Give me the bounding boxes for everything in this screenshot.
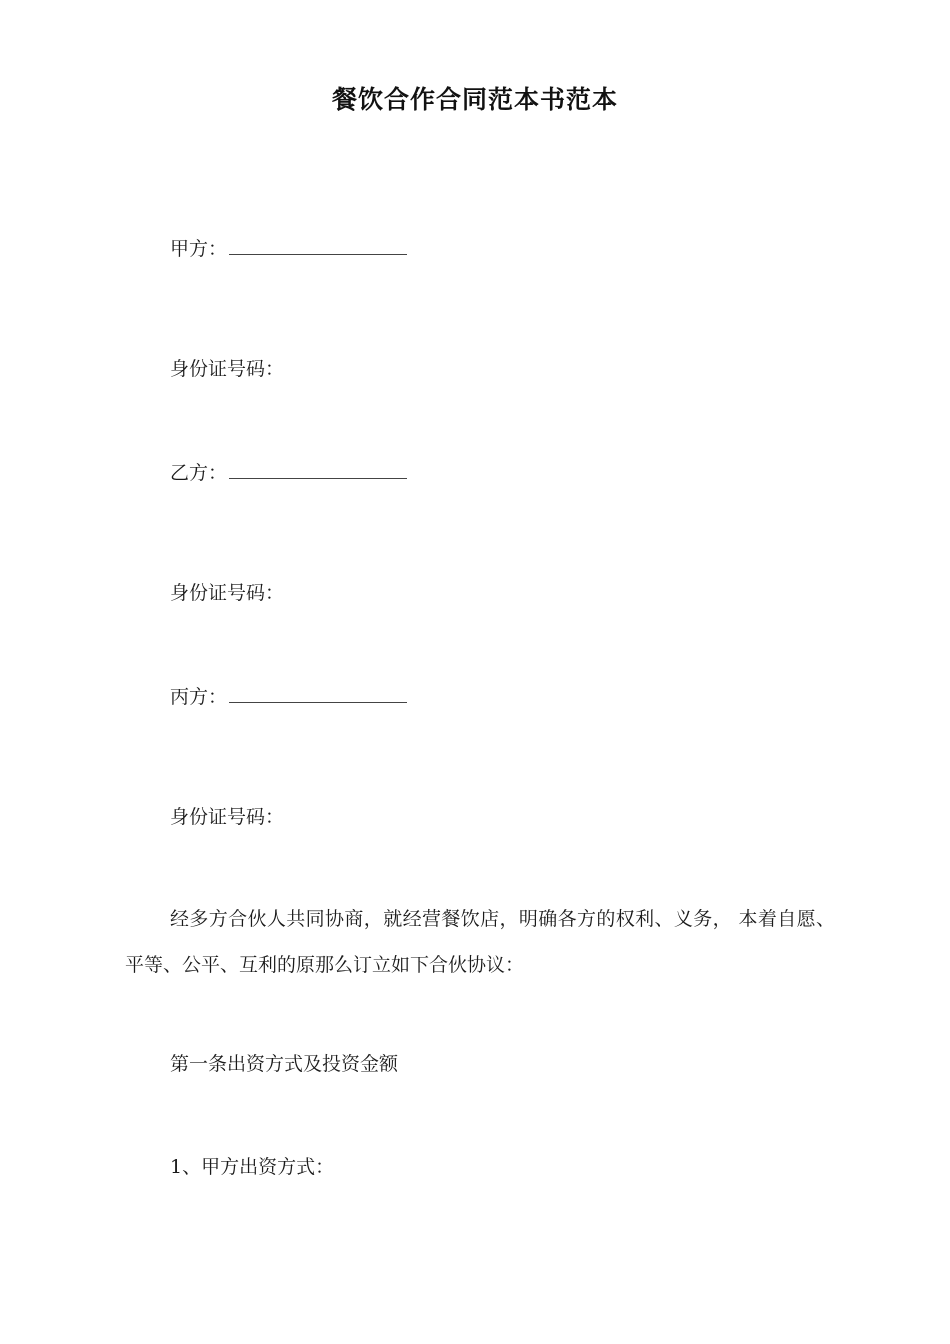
party-c-blank — [229, 684, 407, 703]
party-b-id-label: 身份证号码： — [170, 582, 285, 604]
party-b-line — [170, 460, 407, 485]
party-a-blank — [229, 236, 407, 255]
party-b-label: 乙方： — [170, 462, 228, 484]
party-c-label: 丙方： — [170, 686, 228, 708]
party-c-line — [170, 684, 407, 709]
article-1-item-1: 1、甲方出资方式： — [170, 1156, 335, 1178]
party-a-id-label: 身份证号码： — [170, 358, 285, 380]
party-b-blank — [229, 460, 407, 479]
party-a-line — [170, 236, 407, 261]
article-1-heading: 第一条出资方式及投资金额 — [170, 1053, 399, 1075]
party-c-id-label: 身份证号码： — [170, 806, 285, 828]
party-a-label: 甲方： — [170, 238, 228, 260]
document-title: 餐饮合作合同范本书范本 — [331, 85, 618, 114]
intro-paragraph: 经多方合伙人共同协商，就经营餐饮店，明确各方的权利、义务， 本着自愿、平等、公平、互利的原那么订立如下合伙协议： — [125, 908, 835, 976]
